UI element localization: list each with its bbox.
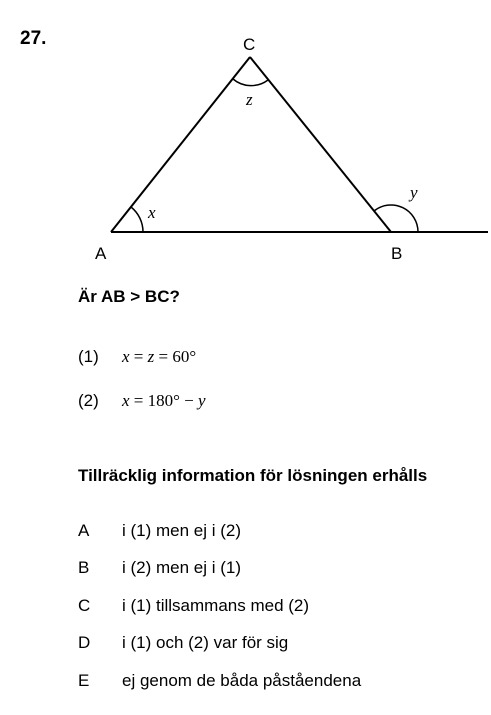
- statement-2-op: = 180° −: [129, 391, 199, 410]
- option-text: i (1) och (2) var för sig: [122, 633, 289, 652]
- side-bc: [250, 57, 391, 232]
- statement-1-var-x: x: [122, 347, 130, 366]
- statement-2-var-y: y: [198, 391, 206, 410]
- statement-1-value: = 60°: [154, 347, 197, 366]
- option-text: ej genom de båda påståendena: [122, 671, 362, 690]
- statement-1-var-z: z: [147, 347, 155, 366]
- angle-arc-z: [233, 79, 268, 86]
- statement-2-var-x: x: [122, 391, 130, 410]
- option-letter: D: [78, 633, 91, 652]
- side-ac: [111, 57, 250, 232]
- vertex-label-b: B: [391, 244, 403, 263]
- angle-label-y: y: [410, 183, 418, 202]
- answer-option-c[interactable]: [78, 596, 309, 616]
- option-letter: B: [78, 558, 90, 577]
- answer-option-e[interactable]: [78, 671, 361, 691]
- option-letter: C: [78, 596, 91, 615]
- question-number: 27.: [20, 28, 47, 49]
- angle-arc-x: [131, 207, 143, 232]
- statement-1-expression: [122, 347, 196, 366]
- option-text: i (1) tillsammans med (2): [122, 596, 310, 615]
- vertex-label-c: C: [243, 35, 256, 54]
- statement-2: [78, 391, 206, 411]
- statement-1-number: (1): [78, 347, 99, 366]
- option-letter: A: [78, 521, 90, 540]
- statement-1-op: =: [129, 347, 148, 366]
- answer-option-a[interactable]: [78, 521, 241, 541]
- answer-option-d[interactable]: [78, 633, 288, 653]
- option-text: i (2) men ej i (1): [122, 558, 242, 577]
- statement-2-expression: [122, 391, 206, 410]
- vertex-label-a: A: [95, 244, 107, 263]
- option-letter: E: [78, 671, 90, 690]
- question-text: Är AB > BC?: [78, 287, 180, 306]
- answer-option-b[interactable]: [78, 558, 241, 578]
- statement-1: [78, 347, 196, 367]
- statement-2-number: (2): [78, 391, 99, 410]
- info-heading: Tillräcklig information för lösningen erhålls: [78, 466, 428, 485]
- option-text: i (1) men ej i (2): [122, 521, 242, 540]
- angle-label-z: z: [246, 90, 253, 109]
- angle-label-x: x: [148, 203, 156, 222]
- triangle-figure: [0, 0, 491, 280]
